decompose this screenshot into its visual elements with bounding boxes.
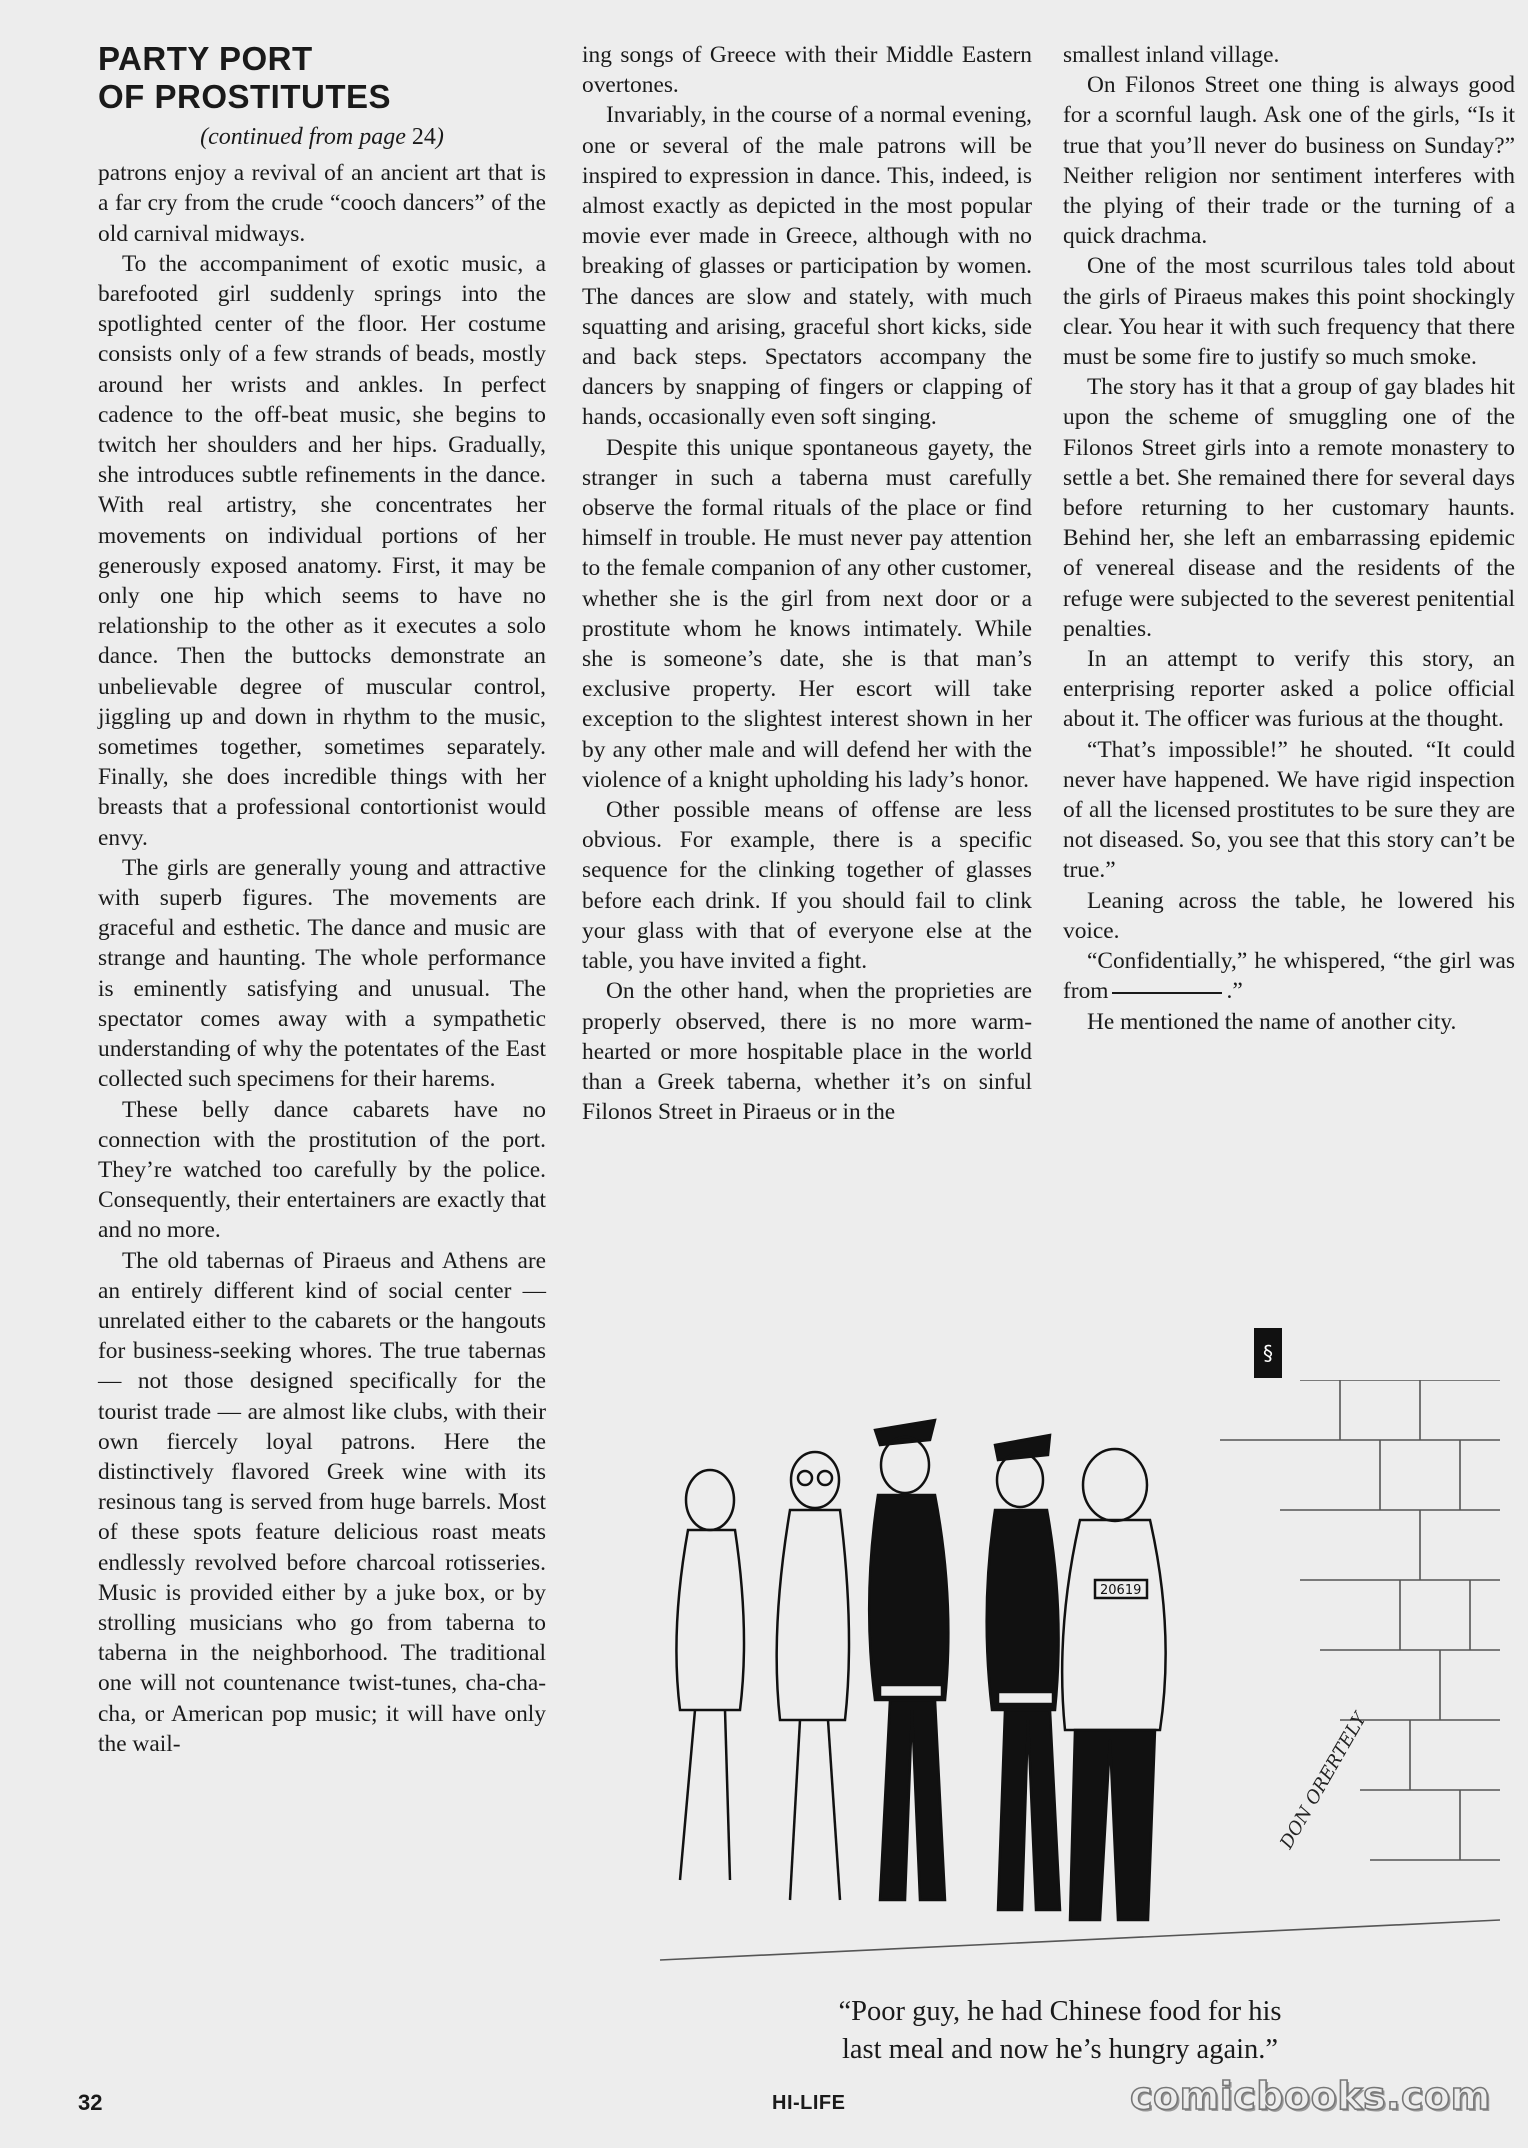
prisoner-number: 20619 (1100, 1583, 1142, 1598)
headline-line-2: OF PROSTITUTES (98, 78, 392, 115)
cartoon-section-badge: § (1254, 1328, 1282, 1378)
paragraph: Despite this unique spontaneous gayety, the stranger in such a taberna must carefully observe the formal rituals of the place or find himself in trouble. He must never pay attention to the female companion of any other customer, whether she is the girl from next door or a prostitute whom he knows intimately. While she is someone’s date, she is that man’s exclusive property. Her escort will take exception to the slightest interest shown in her by any other male and will defend her with the violence of a knight upholding his lady’s honor. (582, 434, 1032, 793)
figure-man-glasses (676, 1470, 744, 1880)
paragraph: To the accompaniment of exotic music, a barefooted girl suddenly springs into the spotlighted center of the floor. Her costume consists only of a few strands of beads, mostly around her wrists and ankles. In perfect cadence to the off-beat music, she begins to twitch her shoulders and her hips. Gradually, she introduces subtle refinements in the dance. With real artistry, she concentrates her movements on individual portions of her generously exposed anatomy. First, it may be only one hip which seems to have no relationship to the other as it executes a solo dance. Then the buttocks demonstrate an unbelievable degree of muscular control, jiggling up and down in rhythm to the music, sometimes together, sometimes separately. Finally, she does incredible things with her breasts that a professional contortionist would envy. (98, 250, 546, 851)
figure-policeman-right (987, 1435, 1060, 1910)
watermark: comicbooks.com (1130, 2074, 1491, 2118)
continued-note: (continued from page 24) (200, 124, 444, 150)
paragraph: Invariably, in the course of a normal evening, one or several of the male patrons will be inspired to expression in dance. This, indeed, is almost exactly as depicted in the most popular movie ever made in Greece, although with no breaking of glasses or participation by women. The dances are slow and stately, with much squatting and arising, graceful short kicks, side and back steps. Spectators accompany the dancers by snapping of fingers or clapping of hands, occasionally even soft singing. (582, 102, 1032, 431)
artist-signature: DON ORERTELY (1276, 1709, 1371, 1853)
paragraph: Leaning across the table, he lowered his voice. (1063, 887, 1515, 944)
redacted-blank (1112, 992, 1222, 994)
paragraph: On Filonos Street one thing is always good for a scornful laugh. Ask one of the girls, “Is it true that you’ll never do business on Sunday?” Neither religion nor sentiment interferes with the plying of their trade or the turning of a quick drachma. (1063, 72, 1515, 250)
continued-page-number: 24 (411, 124, 436, 150)
paragraph: “That’s impossible!” he shouted. “It could never have happened. We have rigid inspection of all the licensed prostitutes to be sure they are not diseased. So, you see that this story can’t be true.” (1063, 736, 1515, 884)
paragraph: On the other hand, when the proprieties are properly observed, there is no more warm-hearted or more hospitable place in the world than a Greek taberna, whether it’s on sinful Filonos Street in Piraeus or in the (582, 978, 1032, 1126)
paragraph: Other possible means of offense are less obvious. For example, there is a specific sequence for the clinking together of glasses before each drink. If you should fail to clink your glass with that of everyone else at the table, you have invited a fight. (582, 797, 1032, 975)
paragraph: He mentioned the name of another city. (1087, 1008, 1457, 1035)
caption-line-2: last meal and now he’s hungry again.” (841, 2034, 1279, 2065)
cartoon-caption (700, 1993, 1420, 2069)
article-column-1 (98, 40, 546, 1759)
paragraph: The old tabernas of Piraeus and Athens are an entirely different kind of social center — unrelated either to the cabarets or the hangouts for business-seeking whores. The true tabernas — not those designed specifically for the tourist trade — are almost like clubs, with their own fiercely loyal patrons. Here the distinctively flavored Greek wine with its resinous tang is served from huge barrels. Most of these spots feature delicious roast meats endlessly revolved before charcoal rotisseries. Music is provided either by a juke box, or by strolling musicians who go from taberna to taberna in the neighborhood. The traditional one will not countenance twist-tunes, cha-cha-cha, or American pop music; it will have only the wail- (98, 1247, 546, 1757)
figure-prisoner (1062, 1449, 1165, 1920)
paragraph-whisper: “Confidentially,” he whispered, “the girl was from .” (1063, 948, 1515, 1005)
paragraph: These belly dance cabarets have no connection with the prostitution of the port. They’re watched too carefully by the police. Consequently, their entertainers are exactly that and no more. (98, 1096, 546, 1244)
magazine-name: HI-LIFE (772, 2092, 846, 2114)
paragraph: patrons enjoy a revival of an ancient art that is a far cry from the crude “cooch dancers” of the old carnival midways. (98, 160, 546, 247)
article-column-2 (582, 40, 1032, 1127)
cartoon-illustration (600, 1380, 1500, 2000)
paragraph: smallest inland village. (1063, 42, 1280, 68)
paragraph: The girls are generally young and attractive with superb figures. The movements are graceful and esthetic. The dance and music are strange and haunting. The whole performance is eminently satisfying and unusual. The spectator comes away with a sympathetic understanding of why the potentates of the East collected such specimens for their harems. (98, 854, 546, 1093)
caption-line-1: “Poor guy, he had Chinese food for his (838, 1996, 1282, 2027)
figure-man-spectacles (777, 1452, 849, 1900)
paragraph: In an attempt to verify this story, an enterprising reporter asked a police official about it. The officer was furious at the thought. (1063, 646, 1515, 733)
article-headline (98, 40, 546, 116)
paragraph: ing songs of Greece with their Middle Eastern overtones. (582, 42, 1032, 99)
page-number: 32 (78, 2090, 103, 2115)
figure-policeman-left (869, 1420, 948, 1900)
paragraph: One of the most scurrilous tales told about the girls of Piraeus makes this point shockingly clear. You hear it with such frequency that there must be some fire to justify so much smoke. (1063, 253, 1515, 371)
headline-line-1: PARTY PORT (98, 40, 313, 77)
article-column-3 (1063, 40, 1515, 1037)
paragraph: The story has it that a group of gay blades hit upon the scheme of smuggling one of the Filonos Street girls into a remote monastery to settle a bet. She remained there for several days before returning to her customary haunts. Behind her, she left an embarrassing epidemic of venereal disease and the residents of the refuge were subjected to the severest penitential penalties. (1063, 374, 1515, 642)
